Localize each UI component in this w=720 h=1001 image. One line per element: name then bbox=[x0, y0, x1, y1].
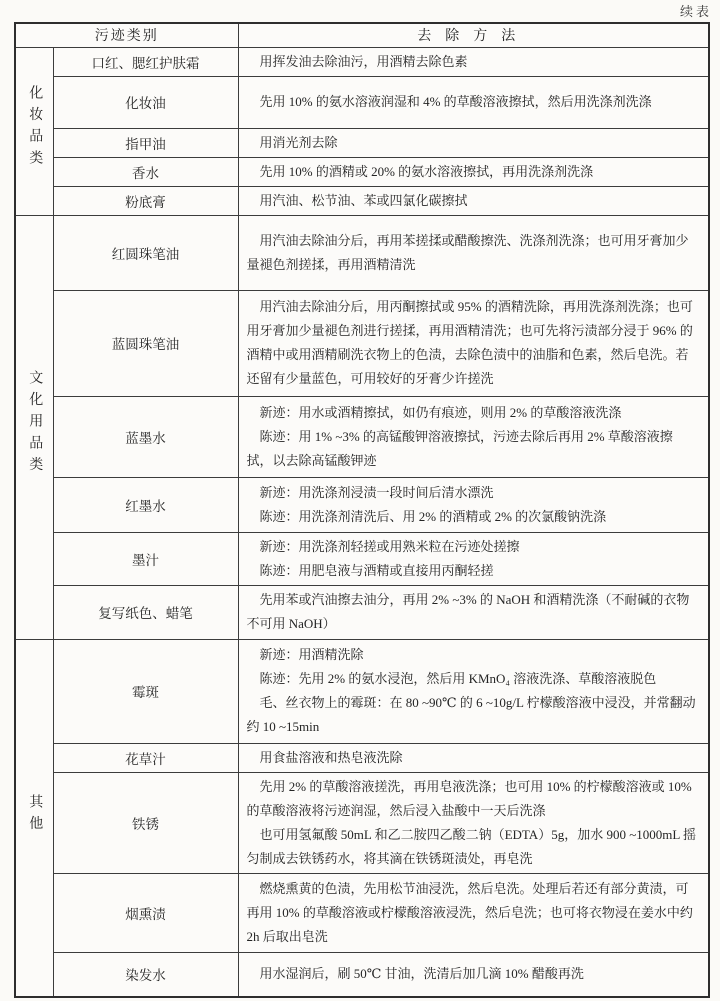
group-label: 其他 bbox=[27, 793, 43, 837]
stain-category-label: 花草汁 bbox=[125, 751, 166, 767]
method-paragraph: 用食盐溶液和热皂液洗除 bbox=[259, 749, 403, 765]
stain-category-label: 蓝圆珠笔油 bbox=[111, 337, 180, 352]
stain-removal-table bbox=[14, 22, 710, 998]
stain-category-label: 霉斑 bbox=[132, 685, 159, 700]
removal-method-cell bbox=[238, 772, 709, 873]
table-row bbox=[15, 215, 709, 290]
method-paragraph: 陈迹：用肥皂液与酒精或直接用丙酮轻搓 bbox=[259, 562, 494, 578]
table-row bbox=[15, 772, 709, 873]
removal-method-cell bbox=[238, 585, 709, 639]
stain-category-label: 铁锈 bbox=[132, 816, 159, 832]
method-paragraph: 新迹：用洗涤剂浸渍一段时间后清水漂洗 bbox=[259, 484, 494, 500]
stain-category-cell bbox=[53, 585, 238, 639]
table-row bbox=[15, 290, 709, 396]
stain-category-cell bbox=[53, 639, 238, 743]
stain-category-label: 红墨水 bbox=[125, 498, 166, 514]
removal-method-cell bbox=[238, 186, 709, 215]
removal-method-cell bbox=[238, 952, 709, 997]
table-row bbox=[15, 639, 709, 743]
header-row bbox=[15, 23, 709, 47]
stain-category-label: 烟熏渍 bbox=[125, 906, 166, 922]
method-paragraph: 用消光剂去除 bbox=[259, 134, 338, 150]
removal-method-cell bbox=[238, 396, 709, 477]
stain-category-label: 蓝墨水 bbox=[125, 430, 166, 446]
method-paragraph: 用汽油、松节油、苯或四氯化碳擦拭 bbox=[259, 192, 468, 208]
method-paragraph: 陈迹：用洗涤剂清洗后、用 2% 的酒精或 2% 的次氯酸钠洗涤 bbox=[259, 508, 607, 524]
stain-category-cell bbox=[53, 952, 238, 997]
table-row bbox=[15, 396, 709, 477]
removal-method-cell bbox=[238, 76, 709, 128]
table-row bbox=[15, 157, 709, 186]
method-paragraph: 也可用氢氟酸 50mL 和乙二胺四乙酸二钠（EDTA）5g，加水 900 ~1000mL 摇匀制成去铁锈药水，将其滴在铁锈斑渍处，再皂洗 bbox=[246, 826, 697, 866]
removal-method-cell bbox=[238, 215, 709, 290]
stain-category-cell bbox=[53, 186, 238, 215]
method-paragraph: 燃烧熏黄的色渍，先用松节油浸洗，然后皂洗。处理后若还有部分黄渍，可再用 10% 的草酸溶液或柠檬酸溶液浸洗，然后皂洗；也可将衣物浸在姜水中约 2h 后取出皂洗 bbox=[246, 880, 693, 944]
method-paragraph: 用汽油去除油分后，用丙酮擦拭或 95% 的酒精洗除，再用洗涤剂洗涤；也可用牙膏加少量褪色剂进行搓揉，再用酒精清洗；也可先将污渍部分浸于 96% 的酒精中或用酒精刷洗衣物上的色渍，去除色渍中的油脂和色素，然后皂洗。若还留有少量蓝色，可用较好的牙膏少许搓洗 bbox=[246, 299, 693, 386]
stain-category-label: 指甲油 bbox=[125, 136, 166, 152]
stain-category-cell bbox=[53, 772, 238, 873]
removal-method-cell bbox=[238, 532, 709, 585]
stain-category-cell bbox=[53, 396, 238, 477]
stain-category-label: 墨汁 bbox=[132, 552, 159, 568]
method-paragraph: 毛、丝衣物上的霉斑：在 80 ~90℃ 的 6 ~10g/L 柠檬酸溶液中浸没，并常翻动约 10 ~15min bbox=[246, 695, 696, 734]
method-paragraph: 先用 2% 的草酸溶液搓洗，再用皂液洗涤；也可用 10% 的柠檬酸溶液或 10% 的草酸溶液将污迹润湿，然后浸入盐酸中一天后洗涤 bbox=[246, 778, 692, 818]
group-label: 文化用品类 bbox=[27, 370, 43, 479]
table-row bbox=[15, 952, 709, 997]
removal-method-cell bbox=[238, 157, 709, 186]
table-row bbox=[15, 128, 709, 157]
stain-category-label: 染发水 bbox=[125, 968, 166, 984]
table-row bbox=[15, 186, 709, 215]
method-paragraph: 用汽油去除油分后，再用苯搓揉或醋酸擦洗、洗涤剂洗涤；也可用牙膏加少量褪色剂搓揉，再用酒精清洗 bbox=[246, 232, 689, 272]
method-paragraph: 新迹：用水或酒精擦拭，如仍有痕迹，则用 2% 的草酸溶液洗涤 bbox=[259, 404, 622, 420]
continued-table-label: 续表 bbox=[679, 4, 712, 19]
removal-method-cell bbox=[238, 47, 709, 76]
removal-method-cell bbox=[238, 290, 709, 396]
stain-category-label: 口红、腮红护肤霜 bbox=[91, 55, 200, 71]
group-cell bbox=[15, 47, 53, 215]
stain-category-label: 化妆油 bbox=[125, 96, 166, 111]
stain-category-cell bbox=[53, 47, 238, 76]
header-stain-category-label: 污迹类别 bbox=[94, 29, 159, 45]
method-paragraph: 用挥发油去除油污，用酒精去除色素 bbox=[259, 53, 468, 69]
method-paragraph: 陈迹：用 1% ~3% 的高锰酸钾溶液擦拭，污迹去除后再用 2% 草酸溶液擦拭，以去除高锰酸钾迹 bbox=[246, 428, 673, 468]
removal-method-cell bbox=[238, 477, 709, 532]
table-row bbox=[15, 532, 709, 585]
removal-method-cell bbox=[238, 743, 709, 772]
removal-method-cell bbox=[238, 639, 709, 743]
removal-method-cell bbox=[238, 128, 709, 157]
method-paragraph: 先用 10% 的氨水溶液润湿和 4% 的草酸溶液擦拭，然后用洗涤剂洗涤 bbox=[259, 94, 652, 109]
stain-category-label: 粉底膏 bbox=[125, 194, 166, 210]
stain-category-label: 复写纸色、蜡笔 bbox=[98, 606, 193, 621]
header-removal-method bbox=[238, 23, 709, 47]
stain-category-cell bbox=[53, 743, 238, 772]
group-cell bbox=[15, 215, 53, 639]
stain-category-label: 红圆珠笔油 bbox=[111, 246, 180, 262]
stain-category-cell bbox=[53, 532, 238, 585]
method-paragraph: 先用 10% 的酒精或 20% 的氨水溶液擦拭，再用洗涤剂洗涤 bbox=[259, 163, 594, 179]
stain-category-cell bbox=[53, 157, 238, 186]
method-paragraph: 新迹：用洗涤剂轻搓或用熟米粒在污迹处搓擦 bbox=[259, 538, 520, 554]
header-removal-method-label: 去除方法 bbox=[417, 29, 530, 45]
group-cell bbox=[15, 639, 53, 997]
method-paragraph: 先用苯或汽油擦去油分，再用 2% ~3% 的 NaOH 和酒精洗涤（不耐碱的衣物不可用 NaOH） bbox=[246, 592, 690, 631]
header-stain-category bbox=[15, 23, 238, 47]
group-label: 化妆品类 bbox=[27, 85, 43, 172]
table-row bbox=[15, 873, 709, 952]
table-row bbox=[15, 585, 709, 639]
stain-category-cell bbox=[53, 873, 238, 952]
stain-category-label: 香水 bbox=[132, 165, 159, 181]
stain-category-cell bbox=[53, 128, 238, 157]
table-row bbox=[15, 743, 709, 772]
stain-category-cell bbox=[53, 215, 238, 290]
method-paragraph: 陈迹：先用 2% 的氨水浸泡，然后用 KMnO₄ 溶液洗涤、草酸溶液脱色 bbox=[259, 671, 657, 686]
stain-category-cell bbox=[53, 76, 238, 128]
table-row bbox=[15, 477, 709, 532]
stain-category-cell bbox=[53, 290, 238, 396]
stain-category-cell bbox=[53, 477, 238, 532]
method-paragraph: 新迹：用酒精洗除 bbox=[259, 647, 364, 662]
removal-method-cell bbox=[238, 873, 709, 952]
method-paragraph: 用水湿润后，刷 50℃ 甘油，洗清后加几滴 10% 醋酸再洗 bbox=[259, 966, 584, 982]
table-row bbox=[15, 76, 709, 128]
table-row bbox=[15, 47, 709, 76]
